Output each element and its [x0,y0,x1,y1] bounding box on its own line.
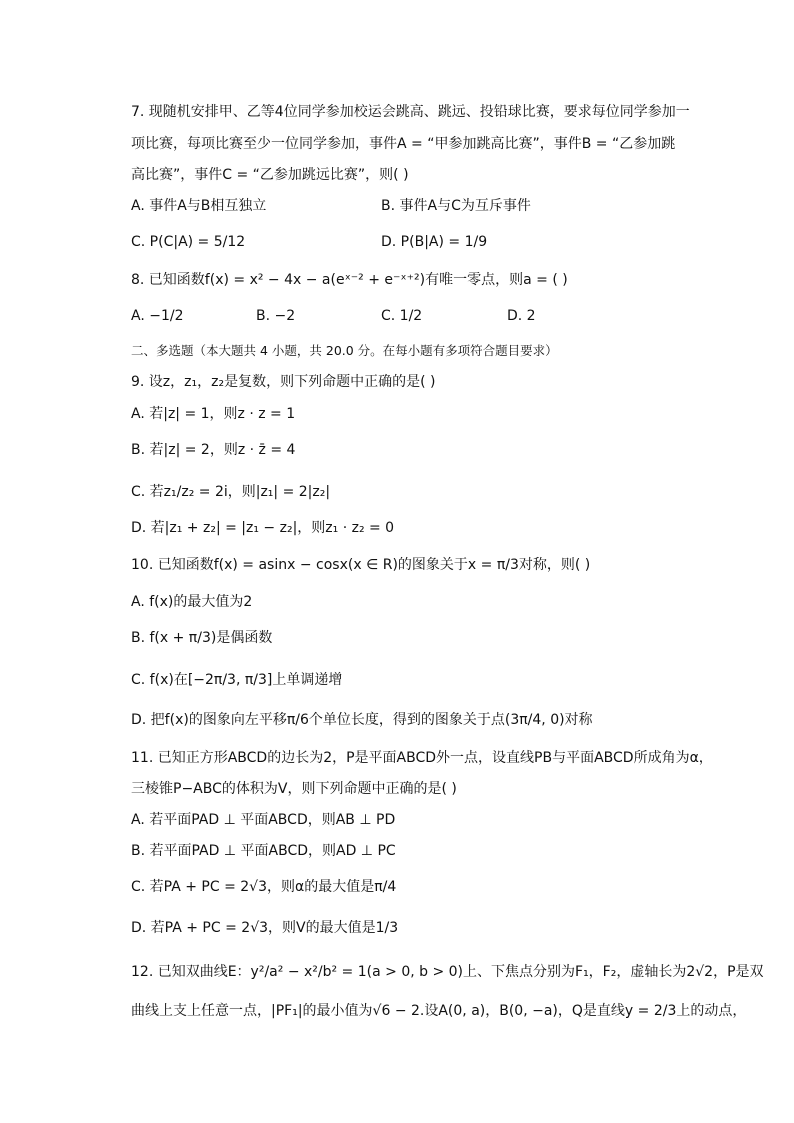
q9-stem: 9. 设z，z₁，z₂是复数，则下列命题中正确的是( ) [131,374,436,390]
q7-stem-line3: 高比赛”，事件C = “乙参加跳远比赛”，则( ) [131,167,409,183]
q12-stem-line2: 曲线上支上任意一点，|PF₁|的最小值为√6 − 2.设A(0, a)，B(0, −a)，Q是直线y = 2/3上的动点， [131,1003,747,1019]
q9-option-a: A. 若|z| = 1，则z · z = 1 [131,406,296,422]
q9-option-d: D. 若|z₁ + z₂| = |z₁ − z₂|，则z₁ · z₂ = 0 [131,520,395,536]
q7-option-a: A. 事件A与B相互独立 [131,198,267,214]
q8-option-a: A. −1/2 [131,308,184,324]
q7-option-c: C. P(C|A) = 5/12 [131,234,246,250]
q7-option-d: D. P(B|A) = 1/9 [381,234,488,250]
q7-stem-line2: 项比赛，每项比赛至少一位同学参加，事件A = “甲参加跳高比赛”，事件B = “乙参加跳 [131,136,676,152]
q8-stem: 8. 已知函数f(x) = x² − 4x − a(eˣ⁻² + e⁻ˣ⁺²)有唯一零点，则a = ( ) [131,272,568,288]
q11-stem-line2: 三棱锥P−ABC的体积为V，则下列命题中正确的是( ) [131,781,457,797]
q12-stem-line1: 12. 已知双曲线E：y²/a² − x²/b² = 1(a > 0, b > 0)上、下焦点分别为F₁，F₂，虚轴长为2√2，P是双 [131,964,764,980]
q9-option-b: B. 若|z| = 2，则z · z̄ = 4 [131,442,296,458]
q8-option-c: C. 1/2 [381,308,423,324]
q10-option-b: B. f(x + π/3)是偶函数 [131,630,273,646]
q10-option-c: C. f(x)在[−2π/3, π/3]上单调递增 [131,672,343,688]
q9-option-c: C. 若z₁/z₂ = 2i，则|z₁| = 2|z₂| [131,484,331,500]
section-heading: 二、多选题（本大题共 4 小题，共 20.0 分。在每小题有多项符合题目要求） [131,343,558,358]
q8-option-d: D. 2 [507,308,536,324]
q10-option-d: D. 把f(x)的图象向左平移π/6个单位长度，得到的图象关于点(3π/4, 0)对称 [131,712,593,728]
q11-option-c: C. 若PA + PC = 2√3，则α的最大值是π/4 [131,879,397,895]
q11-option-a: A. 若平面PAD ⊥ 平面ABCD，则AB ⊥ PD [131,812,396,828]
q8-option-b: B. −2 [256,308,296,324]
q10-stem: 10. 已知函数f(x) = asinx − cosx(x ∈ R)的图象关于x = π/3对称，则( ) [131,557,591,573]
q11-option-b: B. 若平面PAD ⊥ 平面ABCD，则AD ⊥ PC [131,843,396,859]
q11-stem-line1: 11. 已知正方形ABCD的边长为2，P是平面ABCD外一点，设直线PB与平面ABCD所成角为α， [131,750,713,766]
q10-option-a: A. f(x)的最大值为2 [131,594,253,610]
q7-stem-line1: 7. 现随机安排甲、乙等4位同学参加校运会跳高、跳远、投铅球比赛，要求每位同学参加一 [131,104,690,120]
q11-option-d: D. 若PA + PC = 2√3，则V的最大值是1/3 [131,920,399,936]
q7-option-b: B. 事件A与C为互斥事件 [381,198,531,214]
